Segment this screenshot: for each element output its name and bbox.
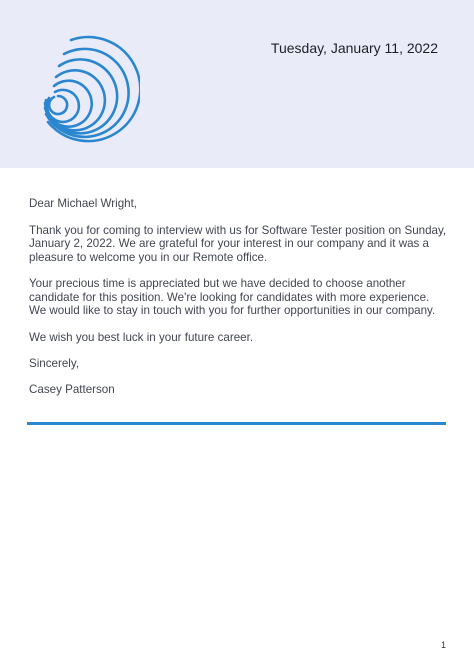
salutation: Dear Michael Wright, (29, 197, 138, 210)
concentric-arcs-logo-icon (30, 30, 140, 160)
closing: Sincerely, (29, 357, 80, 370)
paragraph-interview: Thank you for coming to interview with us for Software Tester position on Sunday, January 2, 2022. We are grateful for your interest in our company and it was a pleasure to welcome you in our Remote office. (29, 223, 447, 264)
divider-line (27, 422, 446, 425)
paragraph-wishes: We wish you best luck in your future career. (29, 330, 254, 344)
paragraph-decision: Your precious time is appreciated but we have decided to choose another candidate for this position. We're looking for candidates with more experience. We would like to stay in touch with you for further opportunities in our company. (29, 277, 436, 317)
page-number: 1 (440, 640, 446, 650)
letter-body (29, 197, 449, 409)
signature: Casey Patterson (29, 382, 115, 396)
letter-date: Tuesday, January 11, 2022 (270, 40, 438, 56)
